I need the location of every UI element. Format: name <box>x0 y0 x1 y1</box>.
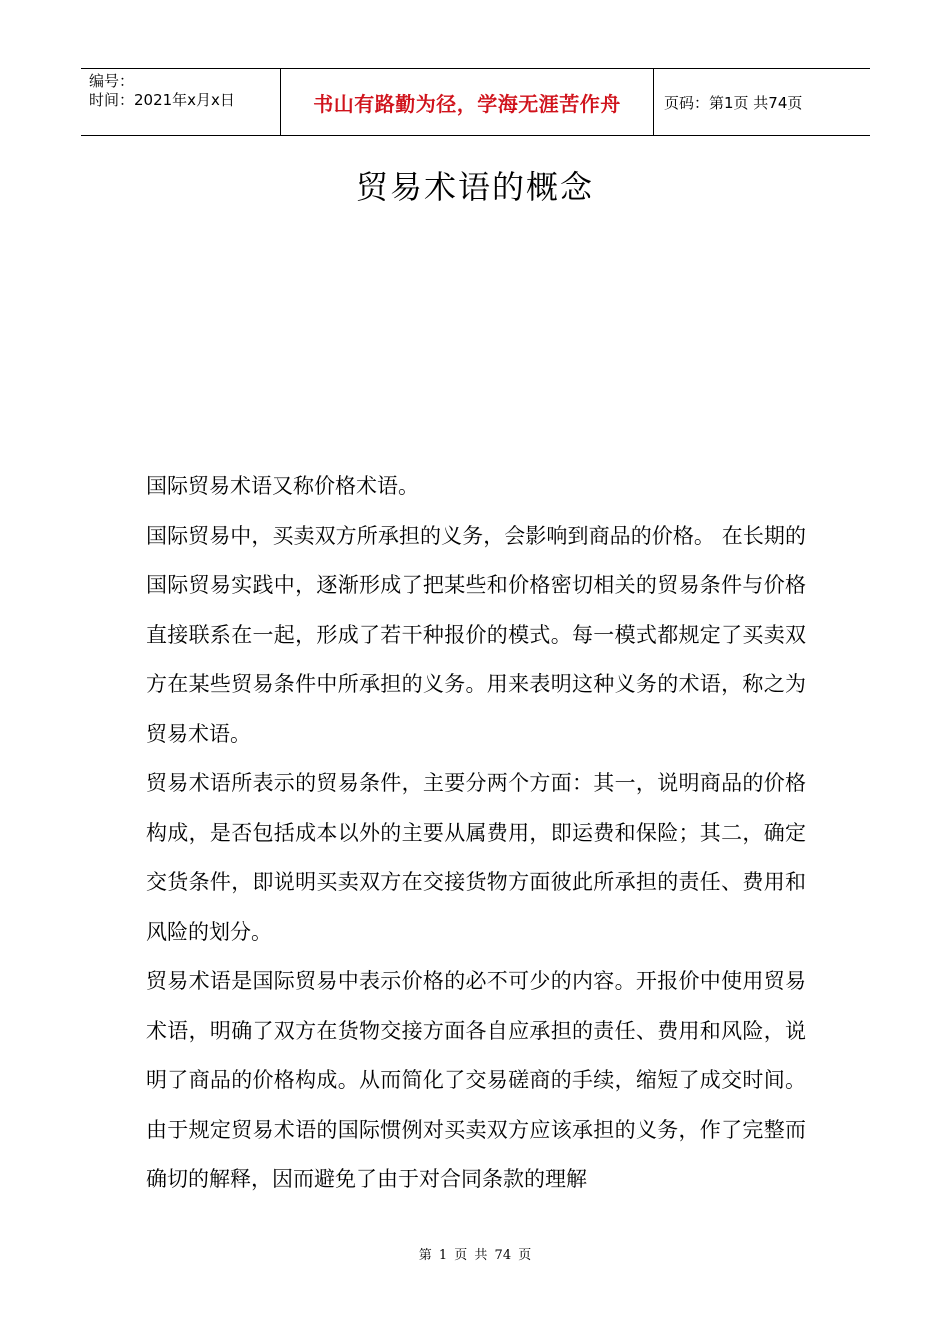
document-body <box>146 462 806 1205</box>
date-label: 时间：2021年x月x日 <box>89 91 235 109</box>
header-meta <box>81 69 281 135</box>
page-footer: 第 1 页 共 74 页 <box>418 1248 532 1263</box>
paragraph: 贸易术语是国际贸易中表示价格的必不可少的内容。开报价中使用贸易术语，明确了双方在货物交接方面各自应承担的责任、费用和风险，说明了商品的价格构成。从而简化了交易磋商的手续，缩短了成交时间。由于规定贸易术语的国际惯例对买卖双方应该承担的义务，作了完整而确切的解释，因而避免了由于对合同条款的理解 <box>146 969 806 1191</box>
number-label: 编号： <box>89 72 135 90</box>
page-title: 贸易术语的概念 <box>355 168 594 206</box>
header-motto: 书山有路勤为径，学海无涯苦作舟 <box>281 69 654 135</box>
paragraph: 国际贸易中，买卖双方所承担的义务，会影响到商品的价格。 在长期的国际贸易实践中，逐渐形成了把某些和价格密切相关的贸易条件与价格直接联系在一起，形成了若干种报价的模式。每一模式都规定了买卖双方在某些贸易条件中所承担的义务。用来表明这种义务的术语，称之为贸易术语。 <box>146 523 806 746</box>
paragraph: 国际贸易术语又称价格术语。 <box>146 474 419 498</box>
document-header <box>81 68 870 136</box>
paragraph: 贸易术语所表示的贸易条件，主要分两个方面：其一，说明商品的价格构成，是否包括成本以外的主要从属费用，即运费和保险；其二，确定交货条件，即说明买卖双方在交接货物方面彼此所承担的责任、费用和风险的划分。 <box>146 771 806 944</box>
header-page-info: 页码：第1页 共74页 <box>664 93 803 112</box>
